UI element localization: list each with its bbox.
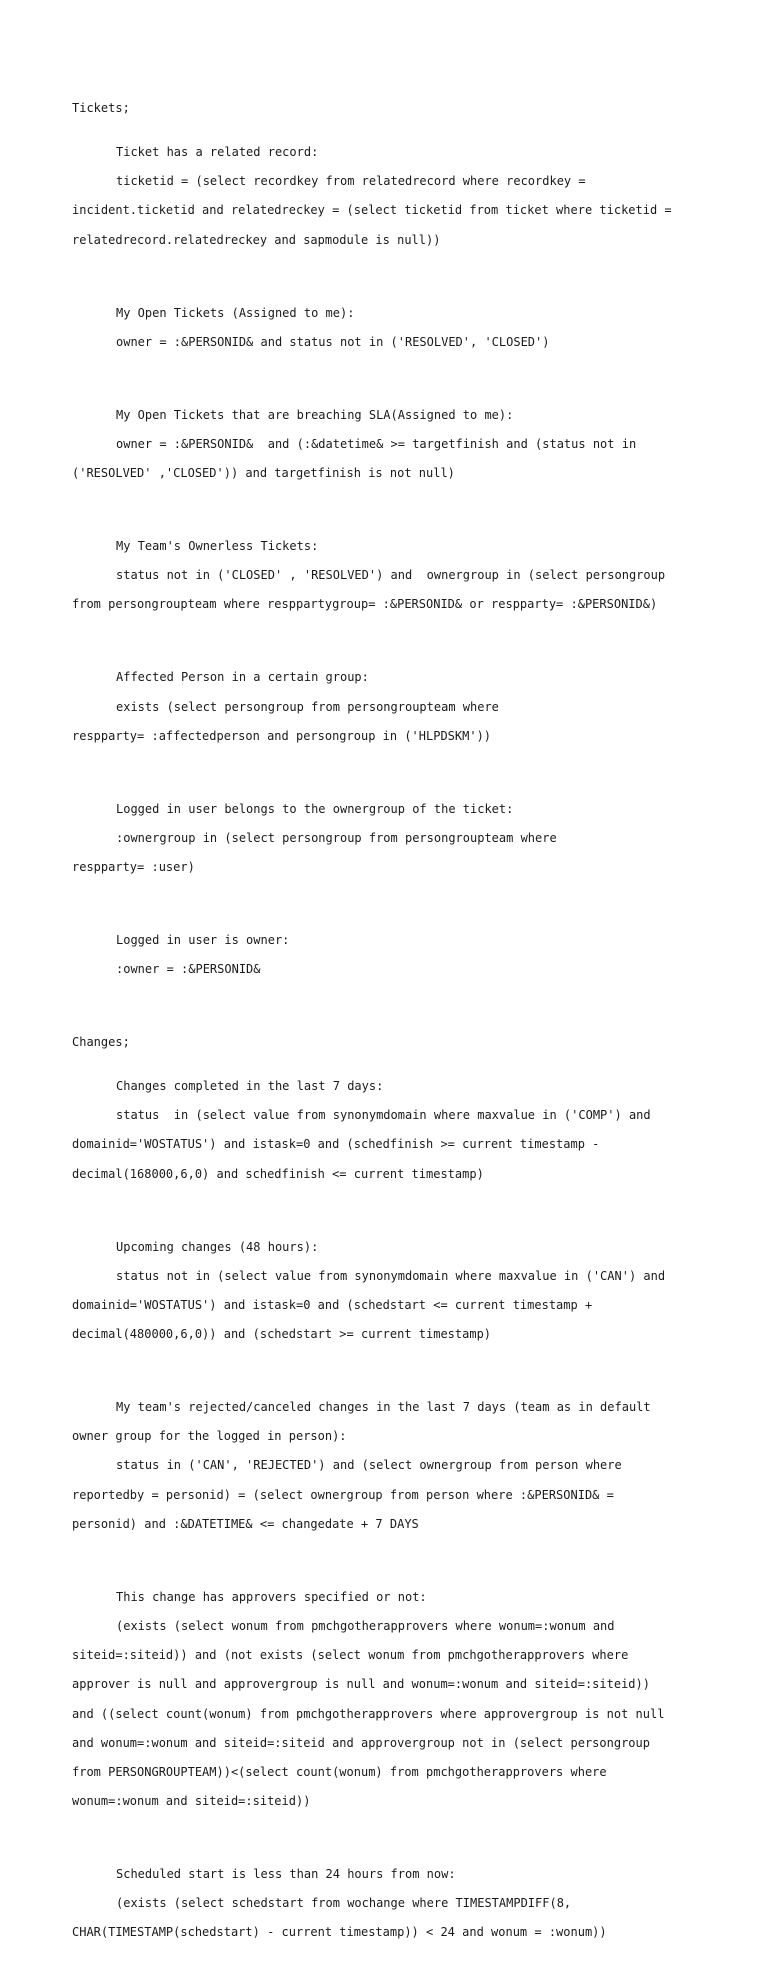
item-title: Ticket has a related record: <box>116 144 319 159</box>
item-title: Logged in user belongs to the ownergroup of the ticket: <box>116 801 514 816</box>
item-title: Upcoming changes (48 hours): <box>116 1239 319 1254</box>
item-line: domainid='WOSTATUS') and istask=0 and (schedfinish >= current timestamp - <box>72 1137 600 1152</box>
blank-line <box>72 991 712 1006</box>
item-line: from persongroupteam where resppartygroup= :&PERSONID& or respparty= :&PERSONID&) <box>72 597 658 612</box>
item-title: My Open Tickets (Assigned to me): <box>116 305 355 320</box>
item-line: reportedby = personid) = (select ownergroup from person where :&PERSONID& = <box>72 1487 614 1502</box>
blank-line <box>72 627 712 642</box>
blank-line <box>72 1823 712 1838</box>
item-title: This change has approvers specified or not: <box>116 1589 427 1604</box>
item-line: (exists (select schedstart from wochange where TIMESTAMPDIFF(8, <box>116 1896 572 1911</box>
item-title: My Team's Ownerless Tickets: <box>116 539 319 553</box>
item-title: My team's rejected/canceled changes in the last 7 days (team as in default <box>116 1400 651 1415</box>
item-line: incident.ticketid and relatedreckey = (select ticketid from ticket where ticketid = <box>72 203 672 218</box>
section-header-changes: Changes; <box>72 1035 130 1050</box>
item-line: relatedrecord.relatedreckey and sapmodule is null)) <box>72 232 441 247</box>
item-title: Logged in user is owner: <box>116 933 290 948</box>
item-title: Scheduled start is less than 24 hours from now: <box>116 1867 456 1882</box>
document-text <box>72 72 712 1969</box>
item-line: ticketid = (select recordkey from relatedrecord where recordkey = <box>116 174 586 189</box>
item-line: respparty= :user) <box>72 860 195 875</box>
item-line: owner = :&PERSONID& and (:&datetime& >= targetfinish and (status not in <box>116 436 637 451</box>
item-line: approver is null and approvergroup is null and wonum=:wonum and siteid=:siteid)) <box>72 1677 650 1692</box>
item-title: My Open Tickets that are breaching SLA(Assigned to me): <box>116 407 514 422</box>
item-line: and wonum=:wonum and siteid=:siteid and approvergroup not in (select persongroup <box>72 1735 650 1750</box>
item-line: status not in (select value from synonymdomain where maxvalue in ('CAN') and <box>116 1268 666 1283</box>
blank-line <box>72 1546 712 1561</box>
item-title: owner group for the logged in person): <box>72 1429 347 1444</box>
item-line: personid) and :&DATETIME& <= changedate + 7 DAYS <box>72 1516 419 1531</box>
blank-line <box>72 1196 712 1211</box>
item-line: status not in ('CLOSED' , 'RESOLVED') and ownergroup in (select persongroup <box>116 568 666 583</box>
section-header-tickets: Tickets; <box>72 101 130 116</box>
blank-line <box>72 495 712 510</box>
item-line: CHAR(TIMESTAMP(schedstart) - current timestamp)) < 24 and wonum = :wonum)) <box>72 1925 607 1940</box>
item-line: (exists (select wonum from pmchgotherapprovers where wonum=:wonum and <box>116 1618 615 1633</box>
item-line: ('RESOLVED' ,'CLOSED')) and targetfinish is not null) <box>72 466 455 481</box>
item-line: exists (select persongroup from persongroupteam where <box>116 699 499 714</box>
blank-line <box>72 758 712 773</box>
blank-line <box>72 1356 712 1371</box>
blank-line <box>72 889 712 904</box>
item-line: owner = :&PERSONID& and status not in ('RESOLVED', 'CLOSED') <box>116 334 550 349</box>
item-line: siteid=:siteid)) and (not exists (select wonum from pmchgotherapprovers where <box>72 1648 629 1663</box>
item-line: domainid='WOSTATUS') and istask=0 and (schedstart <= current timestamp + <box>72 1297 593 1312</box>
item-line: from PERSONGROUPTEAM))<(select count(wonum) from pmchgotherapprovers where <box>72 1764 607 1779</box>
item-line: decimal(480000,6,0)) and (schedstart >= current timestamp) <box>72 1327 492 1342</box>
item-line: wonum=:wonum and siteid=:siteid)) <box>72 1794 311 1809</box>
item-line: decimal(168000,6,0) and schedfinish <= current timestamp) <box>72 1166 484 1181</box>
item-line: status in (select value from synonymdomain where maxvalue in ('COMP') and <box>116 1108 651 1123</box>
item-line: :ownergroup in (select persongroup from persongroupteam where <box>116 830 557 845</box>
item-line: respparty= :affectedperson and persongroup in ('HLPDSKM')) <box>72 728 492 743</box>
item-line: status in ('CAN', 'REJECTED') and (select ownergroup from person where <box>116 1458 622 1473</box>
item-line: :owner = :&PERSONID& <box>116 962 261 977</box>
item-title: Affected Person in a certain group: <box>116 670 369 685</box>
item-line: and ((select count(wonum) from pmchgotherapprovers where approvergroup is not null <box>72 1706 665 1721</box>
blank-line <box>72 364 712 379</box>
item-title: Changes completed in the last 7 days: <box>116 1078 384 1093</box>
blank-line <box>72 262 712 277</box>
